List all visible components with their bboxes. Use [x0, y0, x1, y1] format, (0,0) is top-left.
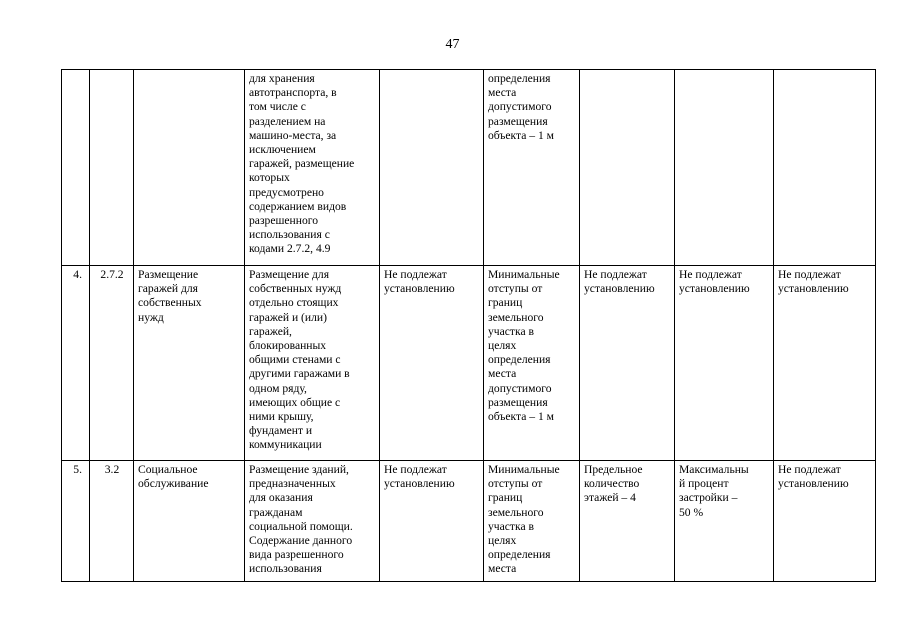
- cell-text-line: места: [488, 367, 517, 381]
- cell-text-line: гражданам: [249, 505, 303, 519]
- cell-text-line: собственных: [138, 296, 202, 310]
- setbacks-cell: [484, 461, 580, 582]
- use-code-cell: 2.7.2: [90, 266, 134, 461]
- cell-text-line: Размещение для: [249, 268, 330, 281]
- page-number: 47: [445, 37, 460, 52]
- cell-text-line: установлению: [778, 282, 849, 296]
- cell-text-line: коммуникации: [249, 438, 322, 452]
- cell-text-line: собственных нужд: [249, 282, 342, 296]
- use-description-cell: [245, 461, 380, 582]
- cell-text-line: автотранспорта, в: [249, 86, 337, 100]
- cell-text-line: общими стенами с: [249, 353, 341, 367]
- cell-text-line: имеющих общие с: [249, 395, 341, 409]
- cell-text-line: Максимальны: [679, 463, 749, 476]
- plot-area-cell: [380, 461, 484, 582]
- cell-text-line: Не подлежат: [584, 268, 647, 281]
- cell-text-line: Размещение зданий,: [249, 463, 349, 476]
- cell-text-line: кодами 2.7.2, 4.9: [249, 242, 331, 256]
- cell-text-line: Минимальные: [488, 268, 560, 281]
- cell-text-line: определения: [488, 548, 551, 562]
- cell-text-line: места: [488, 562, 517, 576]
- cell-text-line: разрешенного: [249, 214, 319, 228]
- row-number-cell: 5.: [62, 461, 90, 582]
- cell-text-line: исключением: [249, 143, 316, 157]
- coverage-cell: [675, 461, 774, 582]
- cell-text-line: участка в: [488, 519, 534, 533]
- setbacks-cell: [484, 70, 580, 266]
- regulations-table: [61, 69, 876, 582]
- cell-text-line: 50 %: [679, 505, 704, 519]
- cell-text-line: установлению: [584, 282, 655, 296]
- cell-text-line: допустимого: [488, 381, 552, 395]
- use-description-cell: [245, 266, 380, 461]
- use-name-cell: [134, 70, 245, 266]
- cell-text-line: том числе с: [249, 100, 306, 114]
- cell-text-line: содержанием видов: [249, 199, 347, 213]
- cell-text-line: места: [488, 86, 517, 100]
- table-row: [62, 461, 876, 582]
- cell-text-line: разделением на: [249, 114, 326, 128]
- cell-text-line: отступы от: [488, 477, 543, 491]
- cell-text-line: количество: [584, 477, 640, 491]
- cell-text-line: обслуживание: [138, 477, 209, 491]
- cell-text-line: гаражей, размещение: [249, 157, 355, 171]
- other-params-cell: [774, 461, 876, 582]
- cell-text-line: объекта – 1 м: [488, 410, 555, 424]
- plot-area-cell: [380, 266, 484, 461]
- cell-text-line: этажей – 4: [584, 491, 636, 505]
- cell-text-line: Не подлежат: [778, 463, 841, 476]
- table-row: [62, 266, 876, 461]
- cell-text-line: Не подлежат: [384, 268, 447, 281]
- cell-text-line: для оказания: [249, 491, 313, 505]
- cell-text-line: установлению: [679, 282, 750, 296]
- cell-text-line: установлению: [778, 477, 849, 491]
- cell-text-line: й процент: [679, 477, 729, 491]
- cell-text-line: застройки –: [679, 491, 738, 505]
- cell-text-line: гаражей и (или): [249, 310, 327, 324]
- cell-text-line: установлению: [384, 477, 455, 491]
- cell-text-line: предусмотрено: [249, 185, 324, 199]
- row-number-cell: 4.: [62, 266, 90, 461]
- cell-text-line: размещения: [488, 114, 548, 128]
- use-code-cell: [90, 70, 134, 266]
- setbacks-cell: [484, 266, 580, 461]
- floors-cell: [580, 461, 675, 582]
- coverage-cell: [675, 70, 774, 266]
- row-number-cell: [62, 70, 90, 266]
- cell-text-line: отступы от: [488, 282, 543, 296]
- floors-cell: [580, 266, 675, 461]
- cell-text-line: Предельное: [584, 463, 643, 476]
- cell-text-line: машино-места, за: [249, 128, 337, 142]
- cell-text-line: использования: [249, 562, 322, 576]
- cell-text-line: границ: [488, 491, 523, 505]
- cell-text-line: Не подлежат: [384, 463, 447, 476]
- cell-text-line: гаражей для: [138, 282, 198, 296]
- cell-text-line: Размещение: [138, 268, 199, 281]
- cell-text-line: которых: [249, 171, 290, 185]
- cell-text-line: Социальное: [138, 463, 198, 476]
- floors-cell: [580, 70, 675, 266]
- cell-text-line: использования с: [249, 228, 330, 242]
- cell-text-line: земельного: [488, 505, 544, 519]
- cell-text-line: социальной помощи.: [249, 519, 353, 533]
- cell-text-line: отдельно стоящих: [249, 296, 339, 310]
- cell-text-line: земельного: [488, 310, 544, 324]
- cell-text-line: целях: [488, 339, 517, 353]
- use-name-cell: [134, 461, 245, 582]
- cell-text-line: Не подлежат: [679, 268, 742, 281]
- cell-text-line: одном ряду,: [249, 381, 307, 395]
- cell-text-line: объекта – 1 м: [488, 128, 555, 142]
- other-params-cell: [774, 70, 876, 266]
- cell-text-line: гаражей,: [249, 324, 292, 338]
- coverage-cell: [675, 266, 774, 461]
- cell-text-line: Минимальные: [488, 463, 560, 476]
- cell-text-line: блокированных: [249, 339, 327, 353]
- cell-text-line: фундамент и: [249, 424, 313, 438]
- cell-text-line: границ: [488, 296, 523, 310]
- cell-text-line: целях: [488, 534, 517, 548]
- cell-text-line: определения: [488, 72, 551, 85]
- cell-text-line: другими гаражами в: [249, 367, 350, 381]
- cell-text-line: участка в: [488, 324, 534, 338]
- cell-text-line: допустимого: [488, 100, 552, 114]
- use-description-cell: [245, 70, 380, 266]
- plot-area-cell: [380, 70, 484, 266]
- cell-text-line: вида разрешенного: [249, 548, 344, 562]
- cell-text-line: предназначенных: [249, 477, 336, 491]
- cell-text-line: для хранения: [249, 72, 315, 85]
- cell-text-line: Не подлежат: [778, 268, 841, 281]
- use-name-cell: [134, 266, 245, 461]
- other-params-cell: [774, 266, 876, 461]
- cell-text-line: нужд: [138, 310, 164, 324]
- cell-text-line: размещения: [488, 395, 548, 409]
- use-code-cell: 3.2: [90, 461, 134, 582]
- table-row: [62, 70, 876, 266]
- cell-text-line: Содержание данного: [249, 534, 353, 548]
- cell-text-line: ними крышу,: [249, 410, 314, 424]
- cell-text-line: определения: [488, 353, 551, 367]
- cell-text-line: установлению: [384, 282, 455, 296]
